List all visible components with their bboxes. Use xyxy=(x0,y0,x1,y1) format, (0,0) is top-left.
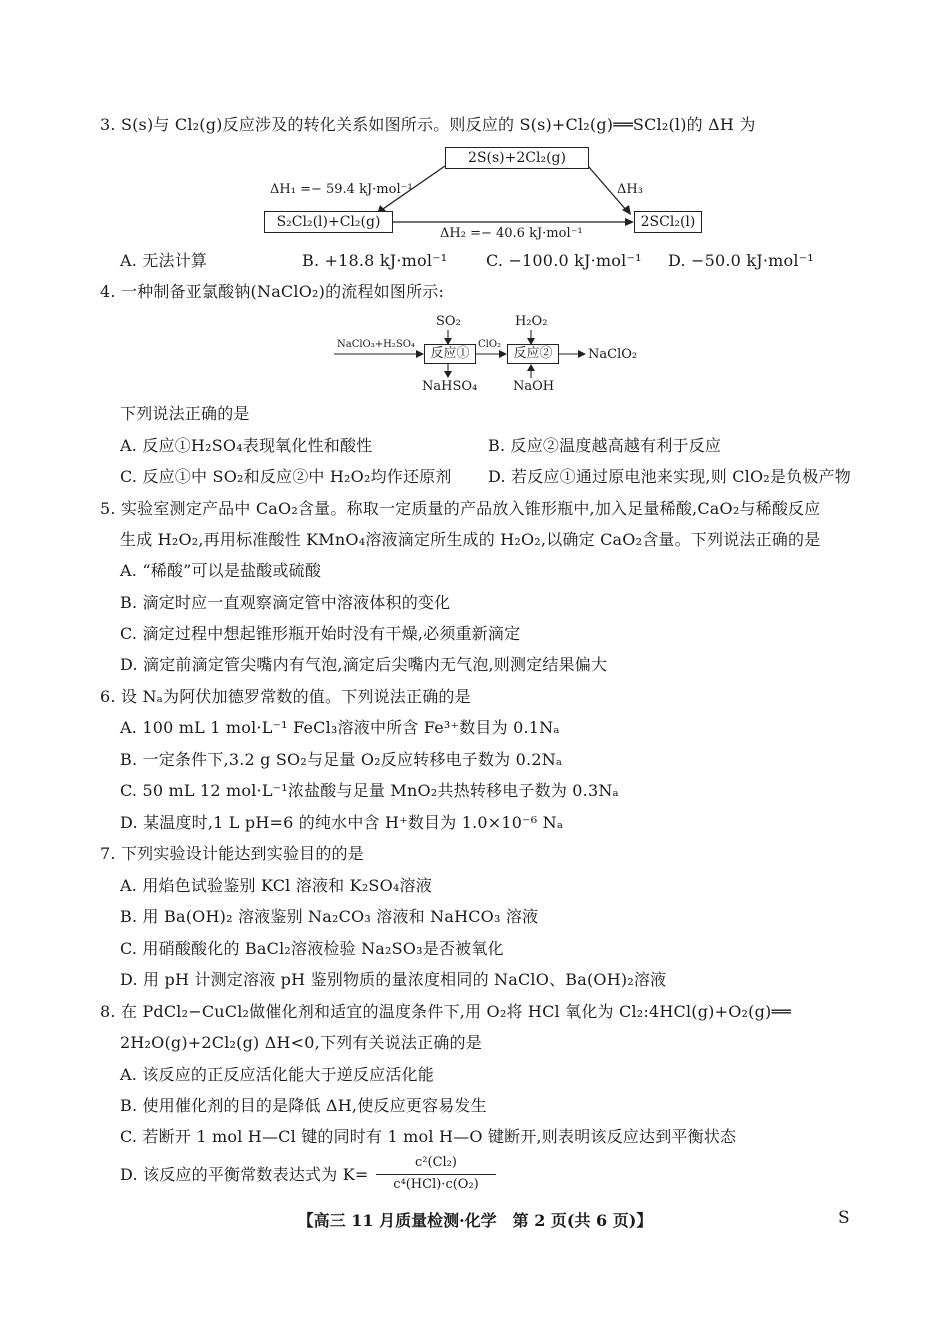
q7-option-d: D. 用 pH 计测定溶液 pH 鉴别物质的量浓度相同的 NaClO、Ba(OH)₂溶液 xyxy=(120,970,667,989)
q4-so2-label: SO₂ xyxy=(436,314,461,329)
q3-option-c: C. −100.0 kJ·mol⁻¹ xyxy=(486,251,642,270)
q4-prompt: 下列说法正确的是 xyxy=(120,404,250,423)
q8-stem-line-2: 2H₂O(g)+2Cl₂(g) ΔH<0,下列有关说法正确的是 xyxy=(120,1033,482,1052)
q4-box-reaction-2: 反应② xyxy=(507,344,559,364)
q7-option-c: C. 用硝酸酸化的 BaCl₂溶液检验 Na₂SO₃是否被氧化 xyxy=(120,939,504,958)
q4-option-c: C. 反应①中 SO₂和反应②中 H₂O₂均作还原剂 xyxy=(120,467,452,486)
page-footer: 【高三 11 月质量检测·化学 第 2 页(共 6 页)】 xyxy=(297,1211,653,1230)
q4-stem: 4. 一种制备亚氯酸钠(NaClO₂)的流程如图所示: xyxy=(100,282,445,301)
q4-naoh-label: NaOH xyxy=(513,379,555,394)
q6-option-b: B. 一定条件下,3.2 g SO₂与足量 O₂反应转移电子数为 0.2Nₐ xyxy=(120,750,563,769)
q3-right-box: 2SCl₂(l) xyxy=(634,211,702,233)
q4-clo2-label: ClO₂ xyxy=(478,339,502,350)
q4-option-a: A. 反应①H₂SO₄表现氧化性和酸性 xyxy=(120,436,373,455)
q4-h2o2-label: H₂O₂ xyxy=(515,314,548,329)
q3-dh3-label: ΔH₃ xyxy=(617,182,643,197)
q4-nahso4-label: NaHSO₄ xyxy=(422,379,478,394)
q3-dh1-label: ΔH₁ =− 59.4 kJ·mol⁻¹ xyxy=(270,182,413,197)
q3-option-b: B. +18.8 kJ·mol⁻¹ xyxy=(302,251,448,270)
q8-fraction-denominator: c⁴(HCl)·c(O₂) xyxy=(393,1177,479,1192)
q6-option-a: A. 100 mL 1 mol·L⁻¹ FeCl₃溶液中所含 Fe³⁺数目为 0.1Nₐ xyxy=(120,718,560,737)
q8-option-c: C. 若断开 1 mol H—Cl 键的同时有 1 mol H—O 键断开,则表明该反应达到平衡状态 xyxy=(120,1127,737,1146)
q7-stem: 7. 下列实验设计能达到实验目的的是 xyxy=(100,844,364,863)
q3-option-a: A. 无法计算 xyxy=(120,251,208,270)
q6-option-c: C. 50 mL 12 mol·L⁻¹浓盐酸与足量 MnO₂共热转移电子数为 0.3Nₐ xyxy=(120,781,619,800)
q5-option-c: C. 滴定过程中想起锥形瓶开始时没有干燥,必须重新滴定 xyxy=(120,624,521,643)
q8-option-d-prefix: D. 该反应的平衡常数表达式为 K= xyxy=(120,1165,369,1184)
q8-option-a: A. 该反应的正反应活化能大于逆反应活化能 xyxy=(120,1065,434,1084)
q5-stem-line-2: 生成 H₂O₂,再用标准酸性 KMnO₄溶液滴定所生成的 H₂O₂,以确定 CaO₂含量。下列说法正确的是 xyxy=(120,530,821,549)
q6-option-d: D. 某温度时,1 L pH=6 的纯水中含 H⁺数目为 1.0×10⁻⁶ Nₐ xyxy=(120,813,564,832)
q5-stem-line-1: 5. 实验室测定产品中 CaO₂含量。称取一定质量的产品放入锥形瓶中,加入足量稀酸,CaO₂与稀酸反应 xyxy=(100,499,821,518)
q6-stem: 6. 设 Nₐ为阿伏加德罗常数的值。下列说法正确的是 xyxy=(100,687,471,706)
q8-fraction-numerator: c²(Cl₂) xyxy=(415,1155,457,1170)
q3-option-d: D. −50.0 kJ·mol⁻¹ xyxy=(668,251,814,270)
q8-fraction-bar xyxy=(376,1174,496,1175)
q8-stem-line-1: 8. 在 PdCl₂−CuCl₂做催化剂和适宜的温度条件下,用 O₂将 HCl 氧化为 Cl₂:4HCl(g)+O₂(g)══ xyxy=(100,1002,792,1021)
q4-product-label: NaClO₂ xyxy=(588,347,638,362)
q7-option-a: A. 用焰色试验鉴别 KCl 溶液和 K₂SO₄溶液 xyxy=(120,876,432,895)
q4-option-d: D. 若反应①通过原电池来实现,则 ClO₂是负极产物 xyxy=(488,467,851,486)
q7-option-b: B. 用 Ba(OH)₂ 溶液鉴别 Na₂CO₃ 溶液和 NaHCO₃ 溶液 xyxy=(120,907,539,926)
q4-input-label: NaClO₃+H₂SO₄ xyxy=(337,339,415,350)
q5-option-b: B. 滴定时应一直观察滴定管中溶液体积的变化 xyxy=(120,593,451,612)
q5-option-a: A. “稀酸”可以是盐酸或硫酸 xyxy=(120,561,322,580)
q8-option-b: B. 使用催化剂的目的是降低 ΔH,使反应更容易发生 xyxy=(120,1096,487,1115)
q3-stem: 3. S(s)与 Cl₂(g)反应涉及的转化关系如图所示。则反应的 S(s)+Cl₂(g)══SCl₂(l)的 ΔH 为 xyxy=(100,115,756,134)
q4-box-reaction-1: 反应① xyxy=(424,344,476,364)
q3-top-box: 2S(s)+2Cl₂(g) xyxy=(445,147,589,169)
q3-left-box: S₂Cl₂(l)+Cl₂(g) xyxy=(264,211,393,233)
q3-dh2-label: ΔH₂ =− 40.6 kJ·mol⁻¹ xyxy=(440,226,583,241)
q4-option-b: B. 反应②温度越高越有利于反应 xyxy=(488,436,722,455)
q5-option-d: D. 滴定前滴定管尖嘴内有气泡,滴定后尖嘴内无气泡,则测定结果偏大 xyxy=(120,655,608,674)
footer-mark: S xyxy=(838,1208,850,1228)
